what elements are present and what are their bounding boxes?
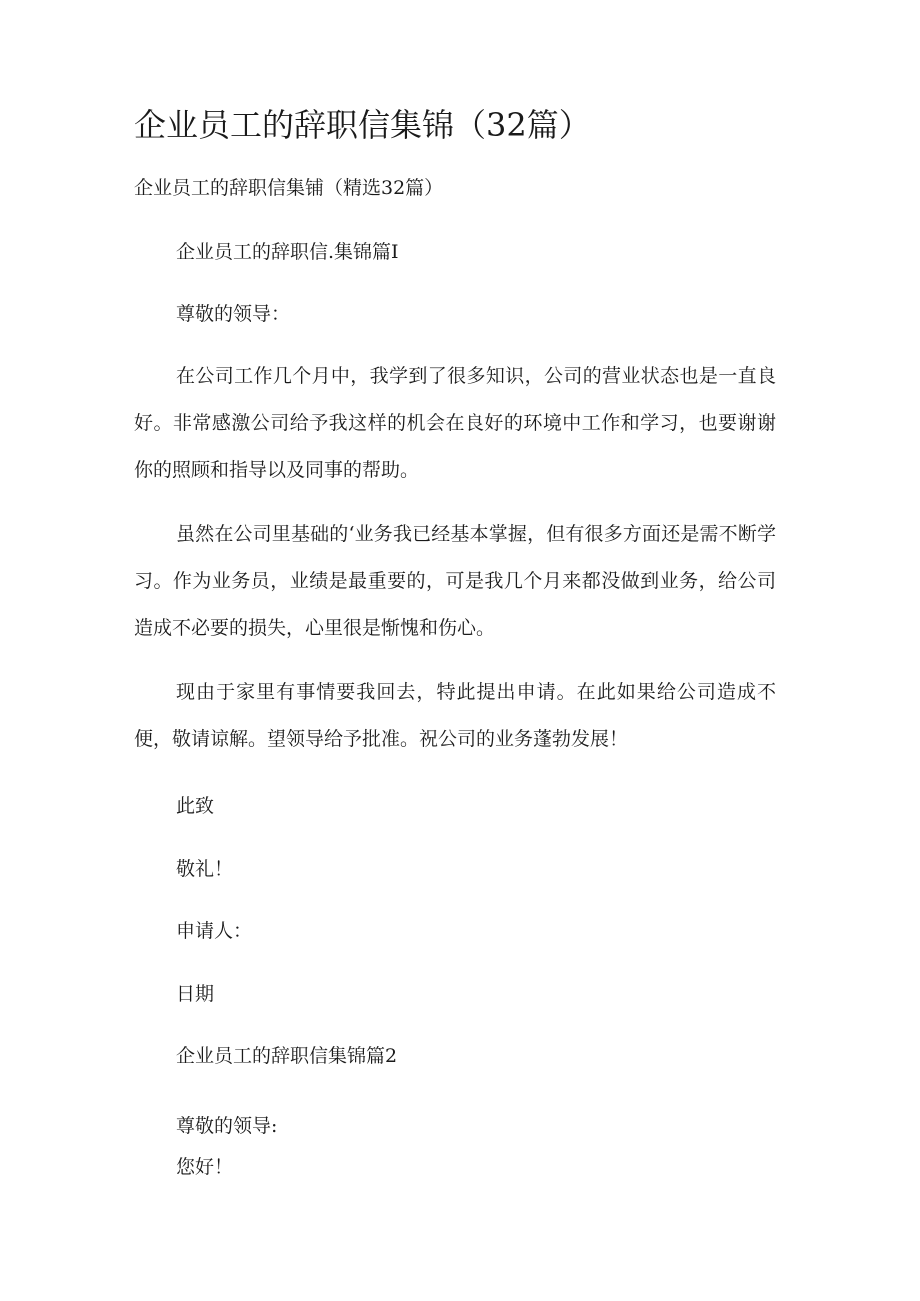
section-1-paragraph-3: 现由于家里有事情要我回去，特此提出申请。在此如果给公司造成不便，敬请谅解。望领导给予批准。祝公司的业务蓬勃发展！ bbox=[134, 681, 776, 750]
document-title: 企业员工的辞职信集锦（32篇） bbox=[134, 106, 591, 144]
document-subtitle: 企业员工的辞职信集铺（精选32篇） bbox=[134, 177, 444, 199]
section-2-heading: 企业员工的辞职信集锦篇2 bbox=[176, 1045, 398, 1067]
section-1-paragraph-2: 虽然在公司里基础的‘业务我已经基本掌握，但有很多方面还是需不断学习。作为业务员，业绩是最重要的，可是我几个月来都没做到业务，给公司造成不必要的损失，心里很是惭愧和伤心。 bbox=[134, 523, 776, 639]
date-label: 日期 bbox=[176, 983, 215, 1005]
section-1-paragraph-1: 在公司工作几个月中，我学到了很多知识，公司的营业状态也是一直良好。非常感激公司给予我这样的机会在良好的环境中工作和学习，也要谢谢你的照顾和指导以及同事的帮助。 bbox=[134, 365, 776, 481]
closing-cizhi: 此致 bbox=[176, 795, 215, 817]
applicant-label: 申请人： bbox=[176, 920, 253, 942]
section-1-heading: 企业员工的辞职信.集锦篇I bbox=[176, 241, 399, 263]
closing-jingli: 敬礼！ bbox=[176, 858, 234, 880]
section-2-greeting: 您好！ bbox=[176, 1156, 234, 1178]
section-1-salutation: 尊敬的领导： bbox=[176, 303, 291, 325]
section-2-salutation: 尊敬的领导: bbox=[176, 1115, 278, 1137]
